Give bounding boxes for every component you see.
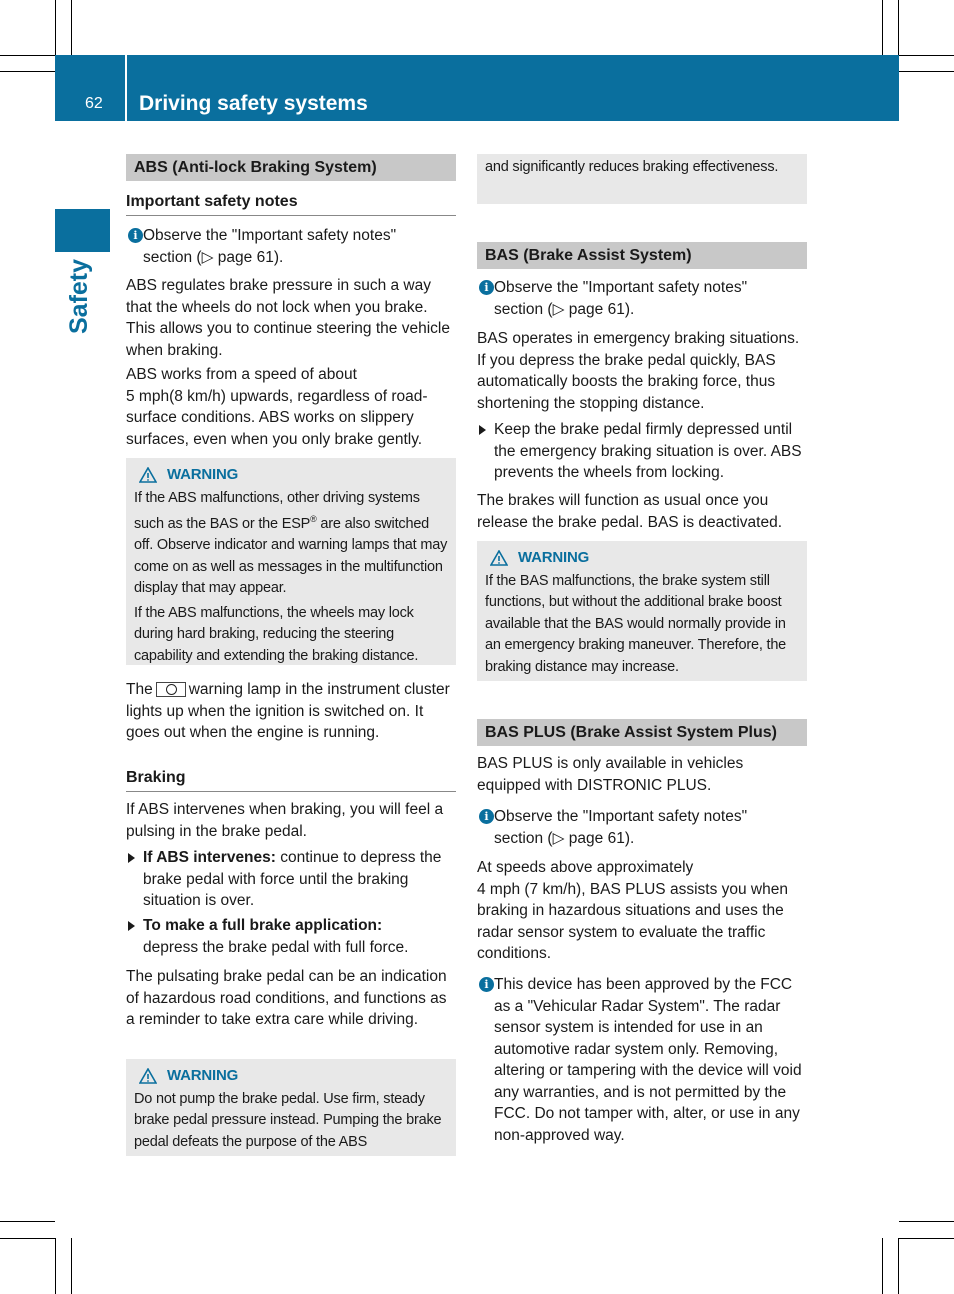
crop-mark xyxy=(0,1221,55,1222)
warning-header xyxy=(134,464,448,486)
bullet-bold: To make a full brake application: xyxy=(143,917,383,934)
warning-text: If the ABS malfunctions, the wheels may lock during hard braking, reducing the steering capability and extending the braking distance. xyxy=(134,604,419,664)
note-text: Observe the "Important safety notes" xyxy=(494,279,748,296)
note-text: This device has been approved by the FCC as a "Vehicular Radar System". The radar sensor system is intended for use in an automotive radar system only. Removing, altering or tampering with the device will void any warranties, and is not permitted by the FCC. Do not tamper with, alter, or use in any non-approved way. xyxy=(494,976,802,1144)
info-note xyxy=(126,225,456,268)
warning-header xyxy=(485,547,799,569)
warning-triangle-icon xyxy=(139,467,157,483)
crop-mark xyxy=(55,1238,56,1294)
warning-text: and significantly reduces braking effectiveness. xyxy=(485,159,779,175)
paragraph-part: warning lamp in the instrument cluster lights up when the ignition is switched on. It goes out when the engine is running. xyxy=(126,681,450,741)
crop-mark xyxy=(899,1238,954,1239)
crop-mark xyxy=(0,71,55,72)
abs-warning-lamp-icon xyxy=(156,682,186,697)
crop-mark xyxy=(0,1238,55,1239)
warning-box xyxy=(126,1059,456,1156)
paragraph: BAS PLUS is only available in vehicles equipped with DISTRONIC PLUS. xyxy=(477,755,744,794)
paragraph-part: The xyxy=(126,681,153,698)
paragraph xyxy=(126,679,456,744)
info-note xyxy=(477,277,807,320)
note-text: section (▷ page 61). xyxy=(494,300,635,318)
crop-mark xyxy=(899,1221,954,1222)
page-number: 62 xyxy=(85,95,103,112)
paragraph: The pulsating brake pedal can be an indication of hazardous road conditions, and functions as a reminder to take extra care while driving. xyxy=(126,968,447,1028)
bullet-triangle-icon xyxy=(128,853,135,863)
crop-mark xyxy=(71,1238,72,1294)
warning-text-part: are also switched off. Observe indicator and warning lamps that may come on as well as messages in the multifunction display that may appear. xyxy=(134,515,448,597)
warning-label: WARNING xyxy=(518,549,590,566)
bullet-text: continue to depress the brake pedal with force until the braking situation is over. xyxy=(143,849,442,909)
paragraph-line: At speeds above approximately xyxy=(477,859,694,876)
warning-text-part: If the ABS malfunctions, other driving systems such as the BAS or the ESP xyxy=(134,489,420,532)
note-text: Observe the "Important safety notes" xyxy=(494,808,748,825)
paragraph xyxy=(126,364,456,450)
bullet-item xyxy=(126,847,456,912)
page-header xyxy=(55,55,899,121)
crop-mark xyxy=(882,0,883,55)
paragraph-line: ABS works from a speed of about xyxy=(126,366,357,383)
warning-triangle-icon xyxy=(490,550,508,566)
warning-box xyxy=(477,541,807,681)
note-text: Observe the "Important safety notes" xyxy=(143,227,397,244)
warning-text: If the BAS malfunctions, the brake system still functions, but without the additional brake boost available that the BAS would normally provide in an emergency braking maneuver. Therefore, the braking distance may increase. xyxy=(485,572,787,675)
header-divider xyxy=(125,55,127,121)
crop-mark xyxy=(0,55,55,56)
note-text: section (▷ page 61). xyxy=(143,248,284,266)
crop-mark xyxy=(71,0,72,55)
crop-mark xyxy=(898,1238,899,1294)
warning-triangle-icon xyxy=(139,1068,157,1084)
paragraph: The brakes will function as usual once you release the brake pedal. BAS is deactivated. xyxy=(477,492,783,531)
crop-mark xyxy=(899,55,954,56)
paragraph-line: 5 mph(8 km/h) upwards, regardless of road-surface conditions. ABS works on slippery surfaces, even when you only brake gently. xyxy=(126,387,428,448)
note-text: section (▷ page 61). xyxy=(494,829,635,847)
bullet-triangle-icon xyxy=(128,921,135,931)
side-tab xyxy=(55,209,110,252)
bas-plus-heading: BAS PLUS (Brake Assist System Plus) xyxy=(477,719,807,746)
info-note xyxy=(477,806,807,849)
crop-mark xyxy=(882,1238,883,1294)
bullet-text: Keep the brake pedal firmly depressed until the emergency braking situation is over. ABS prevents the wheels from locking. xyxy=(494,421,802,481)
braking-heading: Braking xyxy=(126,767,456,792)
important-notes-heading: Important safety notes xyxy=(126,191,456,216)
bullet-item xyxy=(477,419,807,484)
warning-box xyxy=(126,458,456,665)
registered-mark: ® xyxy=(310,514,317,524)
paragraph: BAS operates in emergency braking situations. If you depress the brake pedal quickly, BAS automatically boosts the braking force, thus shortening the stopping distance. xyxy=(477,330,800,412)
side-label: Safety xyxy=(65,258,93,334)
crop-mark xyxy=(55,0,56,55)
warning-label: WARNING xyxy=(167,1067,239,1084)
warning-box-continued xyxy=(477,154,807,204)
paragraph-line: 4 mph (7 km/h), BAS PLUS assists you when braking in hazardous situations and uses the radar sensor system to evaluate the traffic conditions. xyxy=(477,880,788,962)
paragraph: If ABS intervenes when braking, you will feel a pulsing in the brake pedal. xyxy=(126,801,444,840)
warning-text xyxy=(134,488,448,600)
page-title: Driving safety systems xyxy=(139,92,368,115)
warning-label: WARNING xyxy=(167,466,239,483)
crop-mark xyxy=(898,0,899,55)
bas-heading: BAS (Brake Assist System) xyxy=(477,242,807,269)
paragraph xyxy=(477,857,807,965)
info-icon: i xyxy=(128,228,143,243)
info-note xyxy=(477,974,807,1146)
bullet-triangle-icon xyxy=(479,425,486,435)
paragraph: ABS regulates brake pressure in such a way that the wheels do not lock when you brake. This allows you to continue steering the vehicle when braking. xyxy=(126,277,450,359)
warning-text: Do not pump the brake pedal. Use firm, steady brake pedal pressure instead. Pumping the brake pedal defeats the purpose of the ABS xyxy=(134,1090,442,1150)
warning-header xyxy=(134,1065,448,1087)
bullet-item xyxy=(126,915,456,958)
bullet-text: depress the brake pedal with full force. xyxy=(143,938,409,956)
info-icon: i xyxy=(479,280,494,295)
info-icon: i xyxy=(479,977,494,992)
info-icon: i xyxy=(479,809,494,824)
abs-heading: ABS (Anti-lock Braking System) xyxy=(126,154,456,181)
crop-mark xyxy=(899,71,954,72)
bullet-bold: If ABS intervenes: xyxy=(143,849,276,866)
